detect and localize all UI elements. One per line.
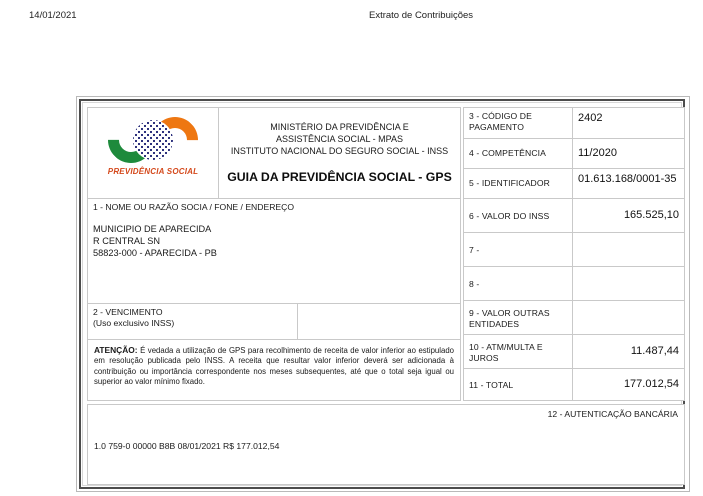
field-1-value-line-1: MUNICIPIO DE APARECIDA [93,223,212,234]
gps-form-inner-border [82,102,682,486]
field-8-value[interactable] [572,266,685,301]
field-4-label: 4 - COMPETÊNCIA [463,138,573,169]
field-8-label: 8 - [463,266,573,301]
field-10-label: 10 - ATM/MULTA E JUROS [463,334,573,369]
field-6-label: 6 - VALOR DO INSS [463,198,573,233]
field-5-label: 5 - IDENTIFICADOR [463,168,573,199]
field-1-label: 1 - NOME OU RAZÃO SOCIA / FONE / ENDEREÇO [93,202,295,212]
logo-cell [88,108,219,198]
field-9-value[interactable] [572,300,685,335]
attention-text [94,345,454,387]
field-7-label: 7 - [463,232,573,267]
attention-block [87,339,461,401]
header-date: 14/01/2021 [29,10,77,21]
field-2-label-line-1: 2 - VENCIMENTO [93,307,163,317]
gps-header-block [87,107,461,199]
ministry-heading [219,108,460,198]
field-3-label: 3 - CÓDIGO DE PAGAMENTO [463,107,573,139]
document-frame [76,96,690,492]
field-4-value[interactable]: 11/2020 [572,138,685,169]
field-2-value[interactable] [297,303,461,340]
field-1-block[interactable] [87,198,461,304]
field-2-label [87,303,298,340]
field-10-value[interactable]: 11.487,44 [572,334,685,369]
logo-caption: PREVIDÊNCIA SOCIAL [107,167,199,176]
field-12-block[interactable] [87,404,685,485]
field-7-value[interactable] [572,232,685,267]
field-5-value[interactable]: 01.613.168/0001-35 [572,168,685,199]
ministry-line-2: ASSISTÊNCIA SOCIAL - MPAS [275,134,404,145]
gps-form [79,99,685,489]
field-2-label-line-2: (Uso exclusivo INSS) [93,318,175,329]
ministry-line-3: INSTITUTO NACIONAL DO SEGURO SOCIAL - INSS [230,146,449,157]
previdencia-social-logo-icon [107,115,199,165]
field-6-value[interactable]: 165.525,10 [572,198,685,233]
field-11-value[interactable]: 177.012,54 [572,368,685,401]
field-1-value-line-2: R CENTRAL SN [93,235,161,246]
attention-body: É vedada a utilização de GPS para recolhimento de receita de valor inferior ao estipulado em resolução publicada pelo INSS. A receita que resultar valor inferior deverá ser adicionada à contribuição ou importância correspondente nos meses subsequentes, até que o total seja igual ou superior ao valor mínimo fixado. [94,346,454,386]
field-1-value-line-3: 58823-000 - APARECIDA - PB [93,247,217,258]
page-header [0,8,703,30]
ministry-line-1: MINISTÉRIO DA PREVIDÊNCIA E [270,122,409,132]
field-9-label: 9 - VALOR OUTRAS ENTIDADES [463,300,573,335]
gps-title: GUIA DA PREVIDÊNCIA SOCIAL - GPS [227,170,452,185]
logo-globe-icon [133,120,173,160]
field-11-label: 11 - TOTAL [463,368,573,401]
bank-authentication-line: 1.0 759-0 00000 B8B 08/01/2021 R$ 177.012,54 [94,441,280,451]
attention-prefix: ATENÇÃO: [94,345,138,355]
field-12-label: 12 - AUTENTICAÇÃO BANCÁRIA [547,409,678,419]
field-3-value[interactable]: 2402 [572,107,685,139]
header-title: Extrato de Contribuições [369,10,474,21]
